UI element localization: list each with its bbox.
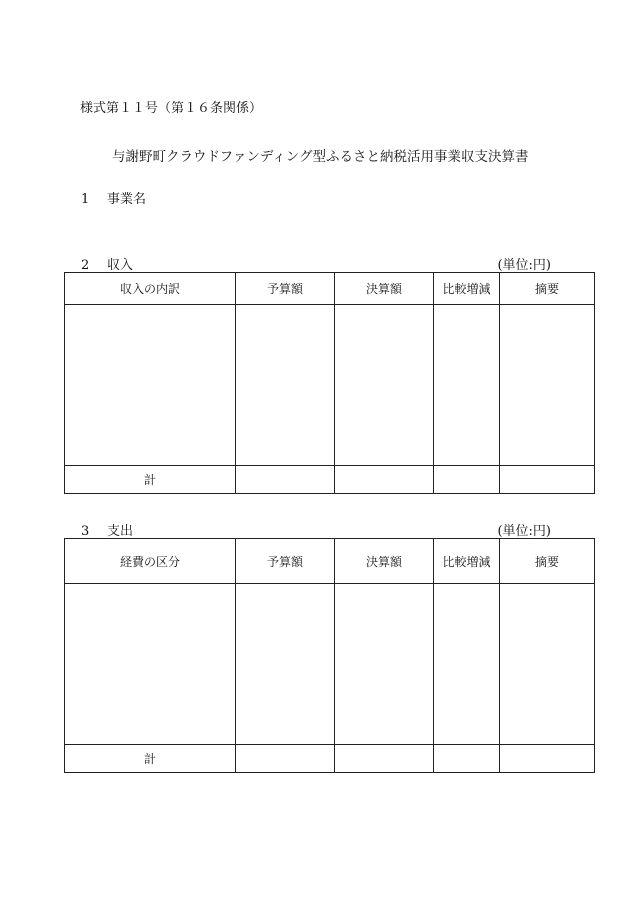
income-header-row [65, 273, 595, 305]
income-table [64, 272, 595, 494]
income-total-difference[interactable] [434, 466, 500, 494]
expense-table [64, 538, 595, 773]
income-col-settlement: 決算額 [335, 273, 434, 305]
income-total-label: 計 [65, 466, 236, 494]
expense-col-budget: 予算額 [236, 539, 335, 584]
expense-remarks-cell[interactable] [500, 584, 595, 745]
expense-unit: (単位:円) [497, 524, 551, 539]
expense-total-difference[interactable] [434, 745, 500, 773]
form-number: 様式第１１号（第１６条関係） [80, 101, 263, 116]
expense-budget-cell[interactable] [236, 584, 335, 745]
income-col-breakdown: 収入の内訳 [65, 273, 236, 305]
income-breakdown-cell[interactable] [65, 305, 236, 466]
income-col-budget: 予算額 [236, 273, 335, 305]
income-difference-cell[interactable] [434, 305, 500, 466]
income-number: 2 [81, 258, 90, 273]
expense-category-cell[interactable] [65, 584, 236, 745]
expense-heading [81, 520, 133, 539]
expense-header-row [65, 539, 595, 584]
expense-total-remarks[interactable] [500, 745, 595, 773]
expense-total-row [65, 745, 595, 773]
income-remarks-cell[interactable] [500, 305, 595, 466]
expense-label: 支出 [107, 524, 134, 539]
project-name-number: 1 [81, 192, 90, 207]
income-unit: (単位:円) [497, 258, 551, 273]
income-budget-cell[interactable] [236, 305, 335, 466]
income-settlement-cell[interactable] [335, 305, 434, 466]
income-total-row [65, 466, 595, 494]
expense-total-settlement[interactable] [335, 745, 434, 773]
income-label: 収入 [107, 258, 134, 273]
expense-col-settlement: 決算額 [335, 539, 434, 584]
document-title: 与謝野町クラウドファンディング型ふるさと納税活用事業収支決算書 [112, 149, 529, 165]
income-total-budget[interactable] [236, 466, 335, 494]
income-body-row [65, 305, 595, 466]
expense-col-remarks: 摘要 [500, 539, 595, 584]
income-heading [81, 254, 133, 273]
expense-col-category: 経費の区分 [65, 539, 236, 584]
income-total-remarks[interactable] [500, 466, 595, 494]
income-col-difference: 比較増減 [434, 273, 500, 305]
income-col-remarks: 摘要 [500, 273, 595, 305]
income-total-settlement[interactable] [335, 466, 434, 494]
expense-total-label: 計 [65, 745, 236, 773]
project-name-label [81, 188, 146, 207]
expense-col-difference: 比較増減 [434, 539, 500, 584]
expense-difference-cell[interactable] [434, 584, 500, 745]
expense-number: 3 [81, 524, 90, 539]
project-name-text: 事業名 [107, 192, 147, 207]
expense-total-budget[interactable] [236, 745, 335, 773]
expense-settlement-cell[interactable] [335, 584, 434, 745]
expense-body-row [65, 584, 595, 745]
